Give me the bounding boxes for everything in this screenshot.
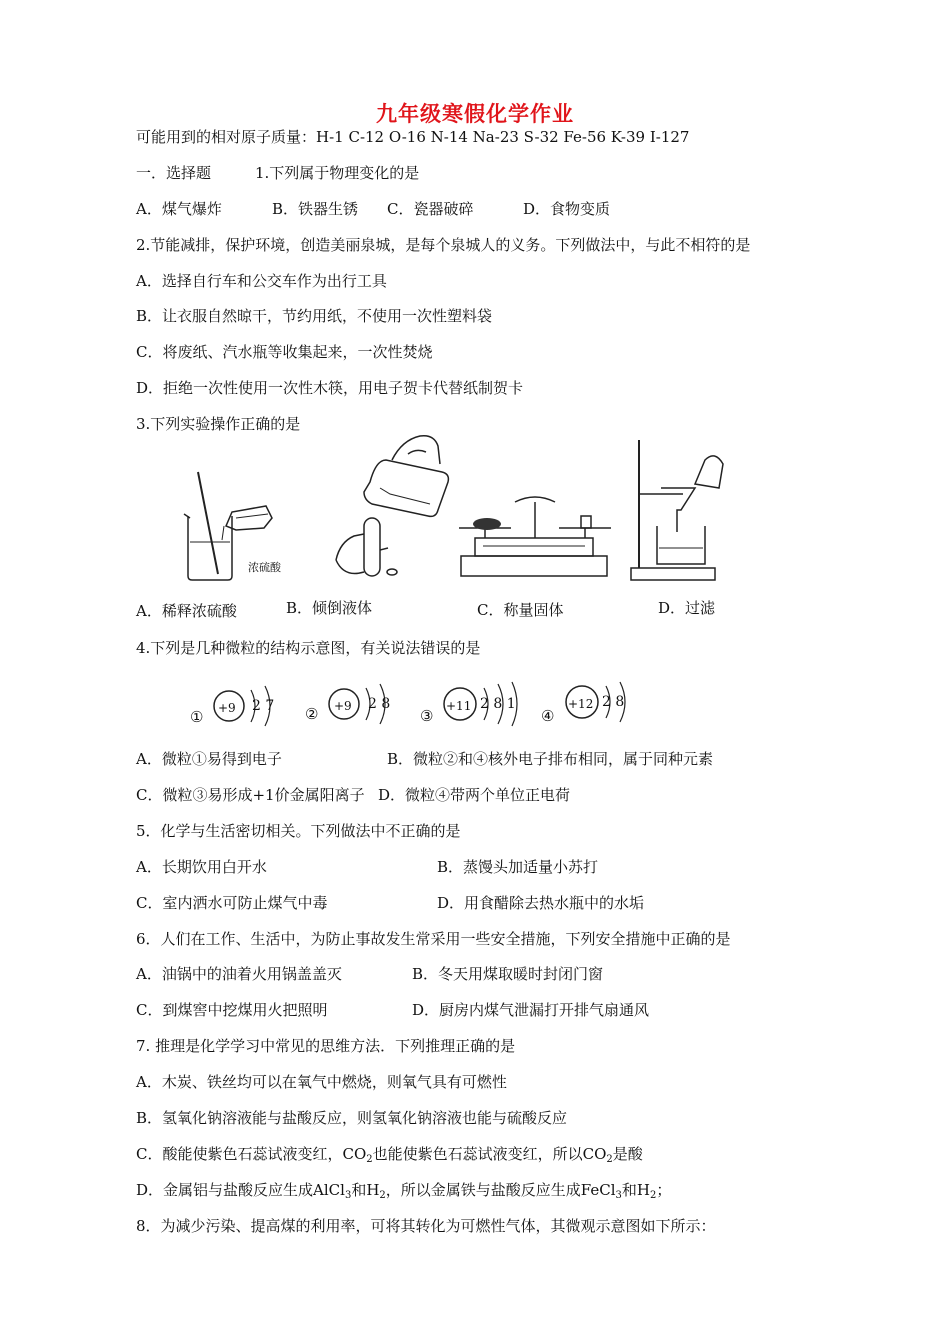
figure-balance <box>455 488 615 583</box>
q6-option-c: C．到煤窖中挖煤用火把照明 <box>136 1001 328 1019</box>
q1-stem: 1.下列属于物理变化的是 <box>255 164 420 182</box>
particle-2-number: ② <box>305 705 319 723</box>
figure-filtration <box>625 436 725 586</box>
q1-option-b: B．铁器生锈 <box>272 200 359 218</box>
q1-option-a: A．煤气爆炸 <box>136 200 222 218</box>
particle-2-nucleus: +9 <box>334 699 352 713</box>
q4-option-b: B．微粒②和④核外电子排布相同，属于同种元素 <box>387 750 714 768</box>
q2-option-b: B．让衣服自然晾干，节约用纸，不使用一次性塑料袋 <box>136 307 493 325</box>
q3-option-d: D．过滤 <box>658 599 716 617</box>
section-heading: 一．选择题 <box>136 164 212 182</box>
q1-option-c: C．瓷器破碎 <box>387 200 474 218</box>
atomic-masses: 可能用到的相对原子质量：H-1 C-12 O-16 N-14 Na-23 S-32 Fe-56 K-39 I-127 <box>136 128 690 146</box>
q1-option-d: D．食物变质 <box>523 200 611 218</box>
q5-option-b: B．蒸馒头加适量小苏打 <box>437 858 599 876</box>
fig-label-acid: 浓硫酸 <box>248 561 281 574</box>
q4-option-c: C．微粒③易形成+1价金属阳离子 <box>136 786 365 804</box>
particle-3-nucleus: +11 <box>446 699 472 713</box>
q5-option-c: C．室内洒水可防止煤气中毒 <box>136 894 328 912</box>
q4-option-d: D．微粒④带两个单位正电荷 <box>378 786 571 804</box>
particle-3-shells: 2 8 1 <box>480 696 516 712</box>
q5-stem: 5．化学与生活密切相关。下列做法中不正确的是 <box>136 822 461 840</box>
q5-option-d: D．用食醋除去热水瓶中的水垢 <box>437 894 645 912</box>
q3-option-a: A．稀释浓硫酸 <box>136 602 237 620</box>
q7-stem: 7. 推理是化学学习中常见的思维方法．下列推理正确的是 <box>136 1037 516 1055</box>
q2-option-c: C．将废纸、汽水瓶等收集起来，一次性焚烧 <box>136 343 433 361</box>
particle-3-number: ③ <box>420 707 434 725</box>
q6-option-d: D．厨房内煤气泄漏打开排气扇通风 <box>412 1001 650 1019</box>
particle-1-number: ① <box>190 708 204 726</box>
q4-stem: 4.下列是几种微粒的结构示意图，有关说法错误的是 <box>136 639 481 657</box>
particle-2-shells: 2 8 <box>368 696 391 712</box>
q4-option-a: A．微粒①易得到电子 <box>136 750 282 768</box>
figure-pour-liquid <box>330 430 460 585</box>
q7-option-a: A．木炭、铁丝均可以在氧气中燃烧，则氧气具有可燃性 <box>136 1073 507 1091</box>
q2-option-a: A．选择自行车和公交车作为出行工具 <box>136 272 387 290</box>
q6-option-a: A．油锅中的油着火用锅盖盖灭 <box>136 965 342 983</box>
q7-option-d: D．金属铝与盐酸反应生成AlCl$_3$和$H_2$，所以金属铁与盐酸反应生成FeCl$_3$和$H_2$； <box>136 1181 672 1201</box>
q5-option-a: A．长期饮用白开水 <box>136 858 267 876</box>
q3-option-c: C．称量固体 <box>477 601 564 619</box>
particle-4-number: ④ <box>541 707 555 725</box>
q6-stem: 6．人们在工作、生活中，为防止事故发生常采用一些安全措施，下列安全措施中正确的是 <box>136 930 731 948</box>
q2-stem: 2.节能减排，保护环境，创造美丽泉城，是每个泉城人的义务。下列做法中，与此不相符的是 <box>136 236 751 254</box>
q7-option-b: B．氢氧化钠溶液能与盐酸反应，则氢氧化钠溶液也能与硫酸反应 <box>136 1109 568 1127</box>
q7-option-c: C．酸能使紫色石蕊试液变红，$CO_2$也能使紫色石蕊试液变红，所以$CO_2$是酸 <box>136 1145 643 1165</box>
particle-4-nucleus: +12 <box>568 697 594 711</box>
q8-stem: 8．为减少污染、提高煤的利用率，可将其转化为可燃性气体，其微观示意图如下所示： <box>136 1217 716 1235</box>
q2-option-d: D．拒绝一次性使用一次性木筷，用电子贺卡代替纸制贺卡 <box>136 379 524 397</box>
particle-1-shells: 2 7 <box>252 698 275 714</box>
page-title: 九年级寒假化学作业 <box>376 101 574 126</box>
q3-stem: 3.下列实验操作正确的是 <box>136 415 301 433</box>
q6-option-b: B．冬天用煤取暖时封闭门窗 <box>412 965 604 983</box>
particle-1-nucleus: +9 <box>218 701 236 715</box>
particle-4-shells: 2 8 <box>602 694 625 710</box>
q3-option-b: B．倾倒液体 <box>286 599 373 617</box>
